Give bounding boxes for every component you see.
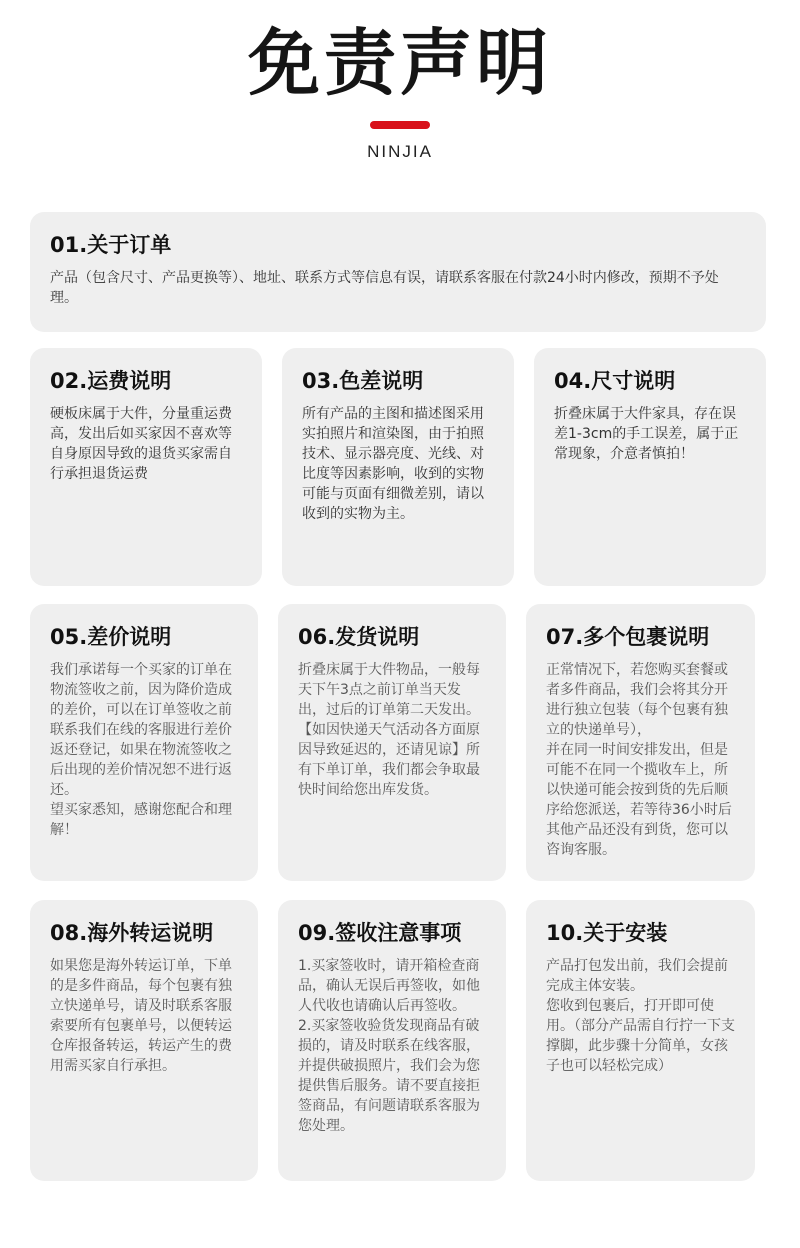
section-title: 08.海外转运说明 [50, 921, 214, 945]
section-card-order [30, 212, 766, 332]
section-body: 折叠床属于大件家具，存在误差1-3cm的手工误差，属于正常现象，介意者慎拍！ [554, 406, 739, 462]
page-title: 免责声明 [247, 21, 552, 105]
section-body: 所有产品的主图和描述图采用实拍照片和渲染图，由于拍照技术、显示器亮度、光线、对比度等因素影响，收到的实物可能与页面有细微差别，请以收到的实物为主。 [302, 406, 484, 522]
section-card-delivery [278, 604, 506, 881]
section-title: 05.差价说明 [50, 625, 172, 649]
section-body: 如果您是海外转运订单，下单的是多件商品，每个包裹有独立快递单号，请及时联系客服索要所有包裹单号，以便转运仓库报备转运，转运产生的费用需买家自行承担。 [50, 958, 232, 1074]
section-title: 09.签收注意事项 [298, 921, 462, 945]
section-card-size [534, 348, 766, 586]
section-title: 10.关于安装 [546, 921, 668, 945]
section-title: 04.尺寸说明 [554, 369, 676, 393]
section-title: 02.运费说明 [50, 369, 172, 393]
section-title: 07.多个包裹说明 [546, 625, 710, 649]
section-card-color-difference [282, 348, 514, 586]
section-card-overseas-transfer [30, 900, 258, 1181]
section-body: 我们承诺每一个买家的订单在物流签收之前，因为降价造成的差价，可以在订单签收之前联系我们在线的客服进行差价返还登记，如果在物流签收之后出现的差价情况恕不进行返还。 望买家悉知，感谢您配合和理解！ [50, 662, 232, 838]
section-card-multiple-packages [526, 604, 755, 881]
section-body: 硬板床属于大件，分量重运费高，发出后如买家因不喜欢等自身原因导致的退货买家需自行承担退货运费 [50, 406, 232, 482]
section-body: 正常情况下，若您购买套餐或者多件商品，我们会将其分开进行独立包装（每个包裹有独立的快递单号）， 并在同一时间安排发出，但是可能不在同一个揽收车上，所以快递可能会按到货的先后顺序给您派送，若等待36小时后其他产品还没有到货，您可以咨询客服。 [546, 662, 732, 858]
title-divider [370, 121, 430, 129]
section-card-shipping-fee [30, 348, 262, 586]
section-body: 折叠床属于大件物品，一般每天下午3点之前订单当天发出，过后的订单第二天发出。 【如因快递天气活动各方面原因导致延迟的，还请见谅】所有下单订单，我们都会争取最快时间给您出库发货。 [298, 662, 480, 798]
section-card-installation [526, 900, 755, 1181]
section-body: 产品打包发出前，我们会提前完成主体安装。 您收到包裹后，打开即可使用。（部分产品需自行拧一下支撑脚，此步骤十分简单，女孩子也可以轻松完成） [546, 958, 735, 1074]
section-body: 1.买家签收时，请开箱检查商品，确认无误后再签收，如他人代收也请确认后再签收。 2.买家签收验货发现商品有破损的，请及时联系在线客服，并提供破损照片，我们会为您提供售后服务。请不要直接拒签商品，有问题请联系客服为您处理。 [298, 958, 480, 1134]
section-body: 产品（包含尺寸、产品更换等）、地址、联系方式等信息有误，请联系客服在付款24小时内修改，预期不予处理。 [50, 270, 719, 306]
section-card-receipt-notes [278, 900, 506, 1181]
section-title: 06.发货说明 [298, 625, 420, 649]
section-card-price-difference [30, 604, 258, 881]
section-title: 03.色差说明 [302, 369, 424, 393]
section-title: 01.关于订单 [50, 233, 172, 257]
brand-name: NINJIA [367, 142, 433, 161]
